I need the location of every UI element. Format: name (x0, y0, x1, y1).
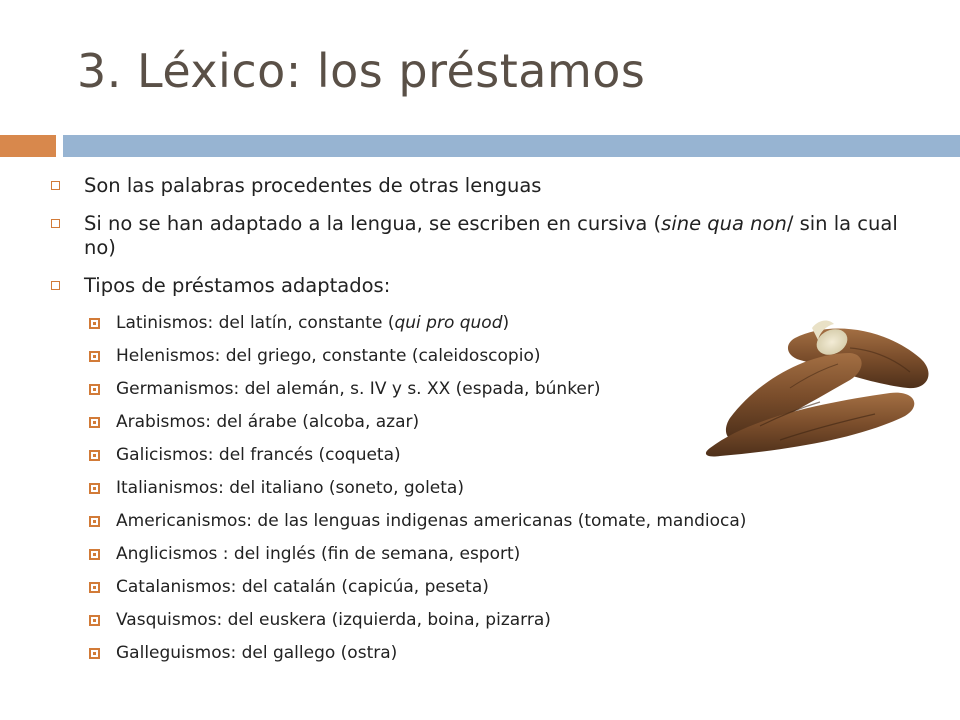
sub-bullet-text: Arabismos: del árabe (alcoba, azar) (116, 412, 420, 432)
bullet-text: Tipos de préstamos adaptados: (84, 274, 391, 297)
slide-title: 3. Léxico: los préstamos (77, 44, 646, 98)
sub-bullet-text: Anglicismos : del inglés (fin de semana, esport) (116, 544, 521, 564)
sub-bullet-text: Galleguismos: del gallego (ostra) (116, 643, 398, 663)
sub-bullet-text: Vasquismos: del euskera (izquierda, boina, pizarra) (116, 610, 551, 630)
bullet-text: Son las palabras procedentes de otras lenguas (84, 174, 542, 197)
square-sub-bullet-icon (89, 582, 100, 593)
title-rule-accent (0, 135, 56, 157)
bullet-item (48, 212, 908, 260)
sub-bullet-italic-text: qui pro quod (394, 313, 503, 333)
sub-bullet-item (48, 543, 908, 565)
sub-bullet-text: Galicismos: del francés (coqueta) (116, 445, 401, 465)
square-sub-bullet-icon (89, 318, 100, 329)
square-sub-bullet-icon (89, 615, 100, 626)
square-sub-bullet-icon (89, 516, 100, 527)
square-bullet-icon (51, 181, 60, 190)
square-sub-bullet-icon (89, 351, 100, 362)
bullet-item (48, 174, 908, 198)
sub-bullet-item (48, 642, 908, 664)
title-rule-bar (63, 135, 960, 157)
sub-bullet-item (48, 477, 908, 499)
bullet-item (48, 274, 908, 298)
square-sub-bullet-icon (89, 648, 100, 659)
cassava-roots-photo (700, 298, 945, 458)
sub-bullet-text: ) (502, 313, 510, 333)
sub-bullet-text: Helenismos: del griego, constante (caleidoscopio) (116, 346, 541, 366)
square-bullet-icon (51, 219, 60, 228)
sub-bullet-item (48, 576, 908, 598)
sub-bullet-item (48, 609, 908, 631)
sub-bullet-text: Italianismos: del italiano (soneto, goleta) (116, 478, 464, 498)
sub-bullet-text: Latinismos: del latín, constante ( (116, 313, 395, 333)
sub-bullet-text: Germanismos: del alemán, s. IV y s. XX (espada, búnker) (116, 379, 601, 399)
square-sub-bullet-icon (89, 549, 100, 560)
square-sub-bullet-icon (89, 417, 100, 428)
square-sub-bullet-icon (89, 450, 100, 461)
sub-bullet-text: Catalanismos: del catalán (capicúa, peseta) (116, 577, 489, 597)
square-bullet-icon (51, 281, 60, 290)
square-sub-bullet-icon (89, 483, 100, 494)
sub-bullet-text: Americanismos: de las lenguas indigenas americanas (tomate, mandioca) (116, 511, 747, 531)
bullet-text: Si no se han adaptado a la lengua, se escriben en cursiva ( (84, 212, 662, 235)
sub-bullet-item (48, 510, 908, 532)
bullet-text: / sin la cual no) (84, 212, 898, 259)
square-sub-bullet-icon (89, 384, 100, 395)
bullet-italic-text: sine qua non (661, 212, 787, 235)
